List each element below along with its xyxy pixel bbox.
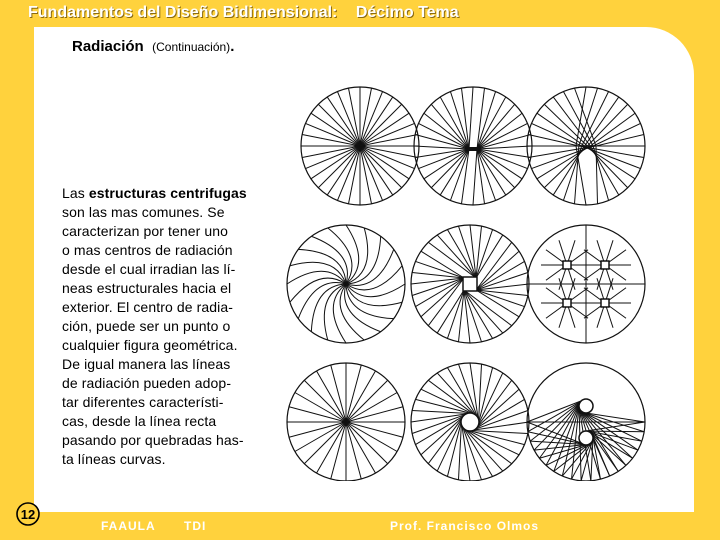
line-text: Las <box>62 185 89 201</box>
radiation-line <box>415 149 469 158</box>
figure-curved-spiral-rays <box>287 225 405 343</box>
radiation-line <box>289 422 346 437</box>
figure-rays-tangent-to-circle <box>411 363 529 481</box>
radiation-line <box>424 113 469 149</box>
radiation-curve <box>340 284 364 340</box>
radiation-line <box>437 235 476 278</box>
paragraph-line <box>62 260 278 279</box>
radiation-line <box>528 134 579 146</box>
radiation-line <box>360 146 402 188</box>
radiation-line <box>431 149 469 188</box>
radiation-line <box>477 104 515 149</box>
line-text: desde el cual irradian las lí- <box>62 261 236 277</box>
center-circle <box>461 413 479 431</box>
body-paragraph <box>62 184 278 469</box>
line-text: De igual manera las líneas <box>62 356 231 372</box>
figure-rays-centered-on-short-line <box>414 87 532 205</box>
paragraph-line <box>62 279 278 298</box>
radiation-curve <box>324 284 346 340</box>
paragraph-line <box>62 431 278 450</box>
paragraph-line <box>62 450 278 469</box>
paragraph-line <box>62 412 278 431</box>
paragraph-line <box>62 298 278 317</box>
paragraph-line <box>62 393 278 412</box>
header-title <box>28 4 459 22</box>
radiation-line <box>469 87 473 149</box>
radiation-line <box>476 251 519 290</box>
section-heading <box>72 38 234 56</box>
radiation-line <box>318 146 360 188</box>
sub-center-square <box>601 261 609 269</box>
radiation-curve <box>290 278 346 302</box>
paragraph-line <box>62 336 278 355</box>
line-text: son las mas comunes. Se <box>62 204 225 220</box>
radiation-line <box>431 104 469 149</box>
line-text: exterior. El centro de radia- <box>62 299 233 315</box>
radiation-line <box>461 88 469 149</box>
line-text: de radiación pueden adop- <box>62 375 232 391</box>
line-text: ción, puede ser un punto o <box>62 318 231 334</box>
course-title: Fundamentos del Diseño Bidimensional: <box>28 4 338 21</box>
radiation-curve <box>328 228 352 284</box>
radiation-curve <box>346 228 368 284</box>
radiation-curve <box>346 284 402 306</box>
line-text: o mas centros de radiación <box>62 242 233 258</box>
line-text: pasando por quebradas has- <box>62 432 244 448</box>
center-circle <box>579 431 593 445</box>
radiation-line <box>477 113 522 149</box>
radiation-line <box>585 97 619 146</box>
paragraph-line <box>62 355 278 374</box>
radiation-line <box>421 278 464 317</box>
radiation-line <box>470 363 478 418</box>
line-text: cualquier figura geométrica. <box>62 337 238 353</box>
figure-sparse-straight-rays <box>287 363 405 481</box>
radiation-line <box>587 431 644 432</box>
radiation-line <box>477 149 531 158</box>
radiation-line <box>331 365 346 422</box>
line-text: caracterizan por tener uno <box>62 223 229 239</box>
section-dot: . <box>230 38 235 55</box>
radiation-line <box>576 146 586 205</box>
section-subtitle: (Continuación) <box>152 40 231 54</box>
radiation-line <box>469 431 519 455</box>
radiation-curve <box>290 262 346 284</box>
radiation-line <box>411 414 466 422</box>
emphasis-text: estructuras centrifugas <box>88 185 247 201</box>
radiation-line <box>553 97 590 146</box>
footer-faculty: FAAULA <box>101 519 156 533</box>
line-text: tar diferentes característi- <box>62 394 224 410</box>
line-text: ta líneas curvas. <box>62 451 166 467</box>
sub-center-square <box>563 261 571 269</box>
radiation-line <box>474 422 529 430</box>
paragraph-line <box>62 241 278 260</box>
radiation-line <box>528 146 596 158</box>
paragraph-line <box>62 317 278 336</box>
sub-center-square <box>563 299 571 307</box>
radiation-line <box>289 407 346 422</box>
footer-professor: Prof. Francisco Olmos <box>390 519 540 533</box>
line-text: neas estructurales hacia el <box>62 280 232 296</box>
line-text: cas, desde la línea recta <box>62 413 217 429</box>
radiation-line <box>537 146 590 179</box>
radiation-line <box>346 422 403 437</box>
radiation-curve <box>346 266 402 290</box>
topic-title: Décimo Tema <box>355 4 459 21</box>
center-circle <box>579 399 593 413</box>
figure-four-centers-square-grid <box>527 225 645 343</box>
radiation-line <box>464 290 503 333</box>
paragraph-line <box>62 184 278 203</box>
section-title: Radiación <box>72 38 144 55</box>
paragraph-line <box>62 203 278 222</box>
center-bar <box>468 147 478 151</box>
radiation-line <box>477 88 485 149</box>
paragraph-line <box>62 222 278 241</box>
radiation-figures <box>276 76 676 481</box>
sub-center-square <box>601 299 609 307</box>
radiation-line <box>346 407 403 422</box>
footer-dept: TDI <box>184 519 207 533</box>
radiation-line <box>437 421 461 471</box>
radiation-line <box>421 389 471 413</box>
radiation-line <box>477 149 485 204</box>
figure-straight-rays-single-center <box>301 87 419 205</box>
paragraph-line <box>62 374 278 393</box>
radiation-line <box>462 426 470 481</box>
radiation-line <box>477 149 515 188</box>
radiation-line <box>479 373 503 423</box>
page-number-badge <box>14 500 42 528</box>
figure-two-circle-centers <box>527 363 645 481</box>
badge-number: 12 <box>20 507 36 522</box>
figure-rays-centered-on-line-segment <box>527 87 645 205</box>
radiation-line <box>331 422 346 479</box>
figure-rays-around-small-square <box>411 225 529 343</box>
radiation-line <box>346 365 361 422</box>
radiation-line <box>346 422 361 479</box>
radiation-line <box>360 104 402 146</box>
outer-circle <box>414 87 532 205</box>
radiation-line <box>531 146 593 169</box>
radiation-line <box>318 104 360 146</box>
radiation-line <box>473 149 477 205</box>
radiation-line <box>461 149 469 204</box>
center-square <box>463 277 477 291</box>
